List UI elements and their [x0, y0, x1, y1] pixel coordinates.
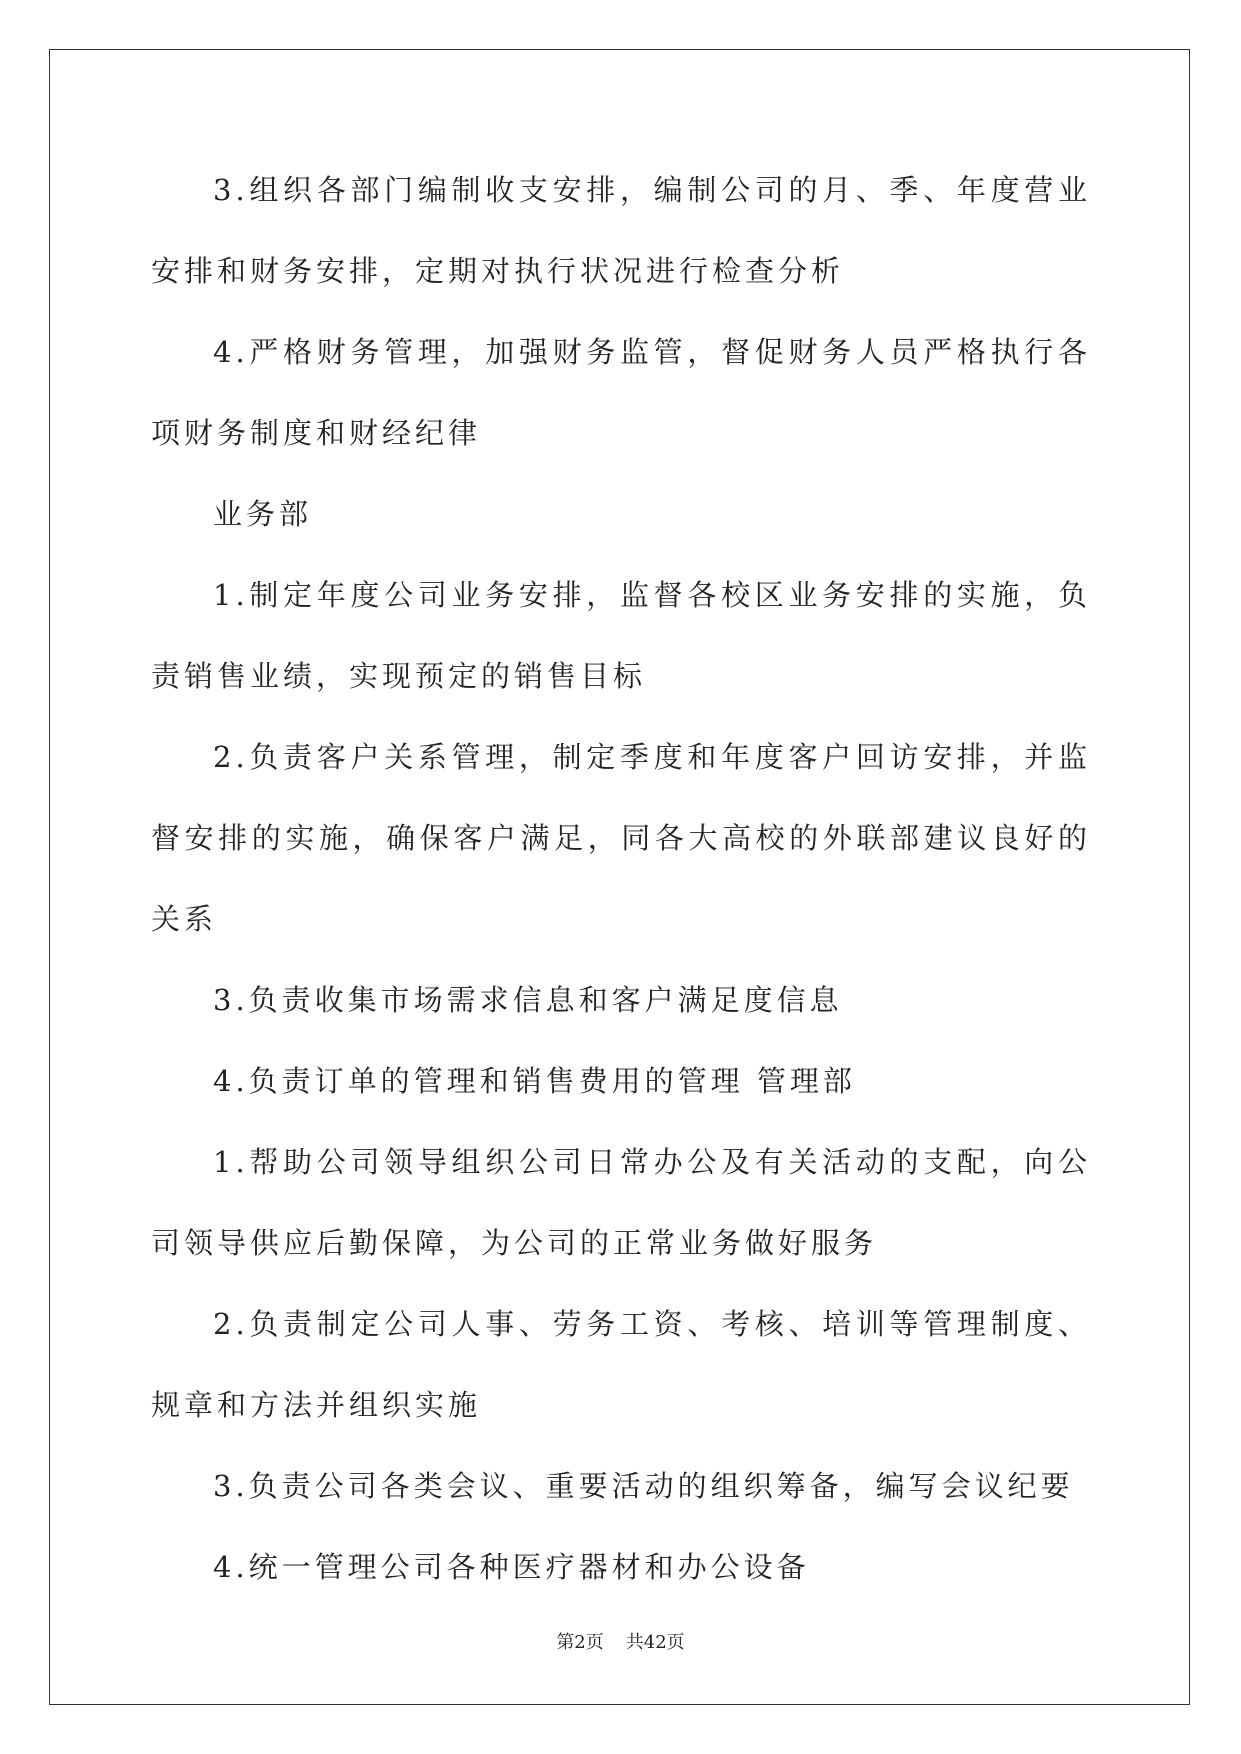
paragraph: 2.负责制定公司人事、劳务工资、考核、培训等管理制度、规章和方法并组织实施 [151, 1307, 1091, 1422]
paragraph: 3.负责公司各类会议、重要活动的组织筹备，编写会议纪要 [213, 1469, 1074, 1503]
paragraph: 3.负责收集市场需求信息和客户满足度信息 [213, 983, 843, 1017]
paragraph: 4.统一管理公司各种医疗器材和办公设备 [213, 1550, 810, 1584]
section-heading: 业务部 [213, 497, 313, 531]
paragraph: 3.组织各部门编制收支安排，编制公司的月、季、年度营业安排和财务安排，定期对执行状况进行检查分析 [151, 173, 1091, 288]
document-body [151, 150, 1091, 1608]
paragraph: 2.负责客户关系管理，制定季度和年度客户回访安排，并监督安排的实施，确保客户满足，同各大高校的外联部建议良好的关系 [151, 740, 1091, 936]
paragraph: 4.负责订单的管理和销售费用的管理 管理部 [213, 1064, 856, 1098]
paragraph: 4.严格财务管理，加强财务监管，督促财务人员严格执行各项财务制度和财经纪律 [151, 335, 1091, 450]
paragraph: 1.制定年度公司业务安排，监督各校区业务安排的实施，负责销售业绩，实现预定的销售目标 [151, 578, 1091, 693]
page-total: 共42页 [625, 1632, 685, 1653]
page-number: 第2页 [556, 1632, 604, 1653]
page-footer [0, 1628, 1241, 1654]
paragraph: 1.帮助公司领导组织公司日常办公及有关活动的支配，向公司领导供应后勤保障，为公司的正常业务做好服务 [151, 1145, 1091, 1260]
